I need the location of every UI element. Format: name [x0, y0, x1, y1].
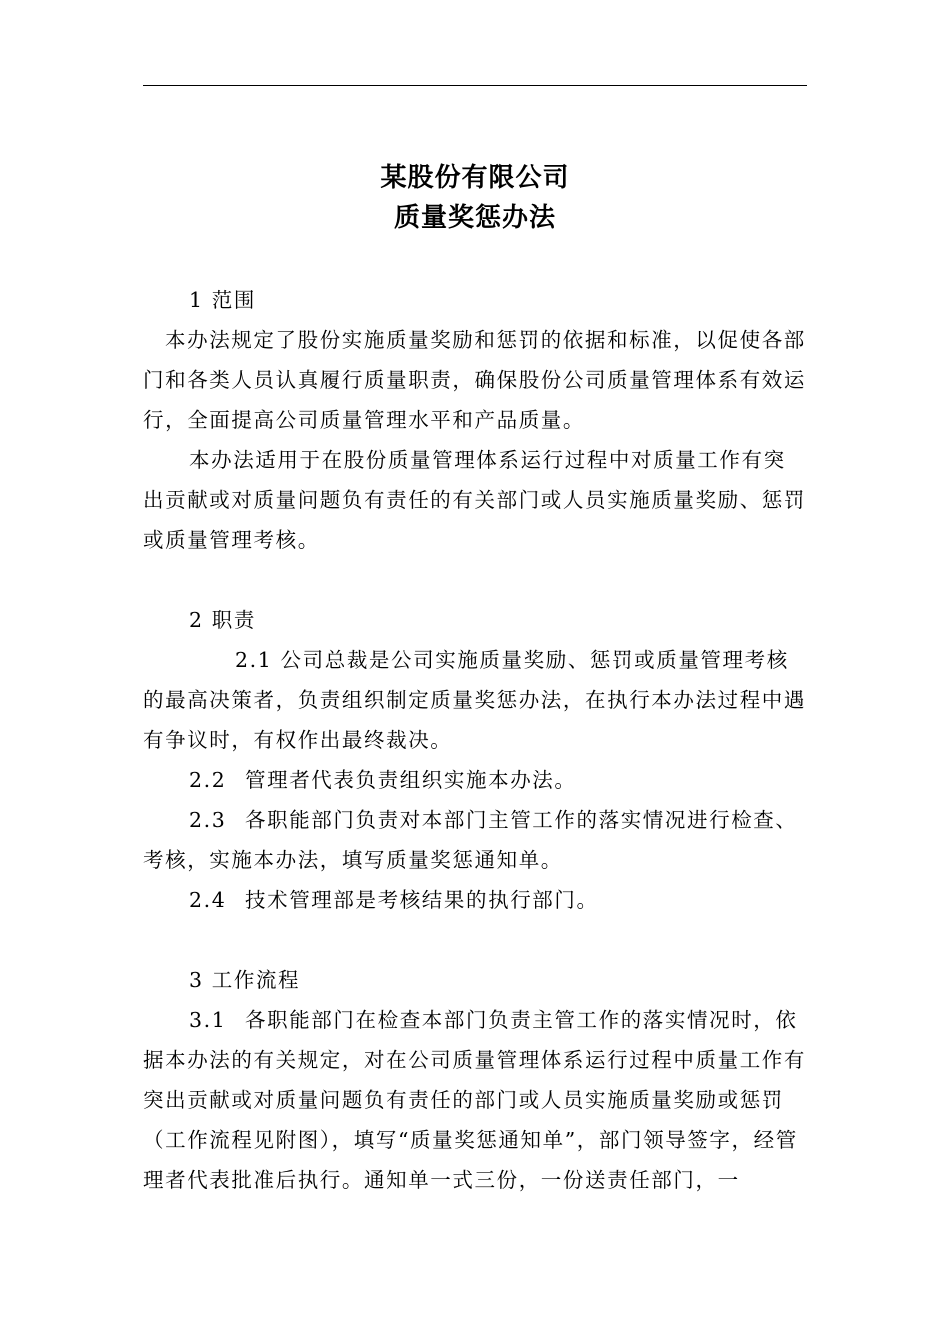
- clause-text: 公司总裁是公司实施质量奖励、惩罚或质量管理考核的最高决策者，负责组织制定质量奖惩办法，在执行本办法过程中遇有争议时，有权作出最终裁决。: [143, 648, 806, 752]
- clause-number: 2.3: [189, 808, 227, 832]
- clause-2-3: [143, 800, 807, 880]
- spacer: [143, 560, 807, 600]
- document-body: [143, 280, 807, 1200]
- clause-number: 2.4: [189, 888, 227, 912]
- clause-text: 技术管理部是考核结果的执行部门。: [245, 888, 599, 912]
- clause-2-2: [143, 760, 807, 800]
- header-rule: [143, 85, 807, 86]
- clause-text: 各职能部门负责对本部门主管工作的落实情况进行检查、考核，实施本办法，填写质量奖惩通知单。: [143, 808, 798, 872]
- company-name: 某股份有限公司: [380, 163, 570, 193]
- section-1-paragraph-1: 本办法规定了股份实施质量奖励和惩罚的依据和标准，以促使各部门和各类人员认真履行质量职责，确保股份公司质量管理体系有效运行，全面提高公司质量管理水平和产品质量。: [143, 328, 806, 432]
- clause-number: 2.2: [189, 768, 227, 792]
- clause-number: 2.1: [235, 648, 273, 672]
- regulation-title: 质量奖惩办法: [393, 203, 556, 233]
- clause-text: 各职能部门在检查本部门负责主管工作的落实情况时，依据本办法的有关规定，对在公司质量管理体系运行过程中质量工作有突出贡献或对质量问题负有责任的部门或人员实施质量奖励或惩罚（工作流程见附图），填写“质量奖惩通知单”，部门领导签字，经管理者代表批准后执行。通知单一式三份，一份送责任部门，一: [143, 1008, 806, 1192]
- section-1-paragraph-2: 本办法适用于在股份质量管理体系运行过程中对质量工作有突出贡献或对质量问题负有责任的有关部门或人员实施质量奖励、惩罚或质量管理考核。: [143, 448, 806, 552]
- section-1-heading: 1 范围: [189, 288, 256, 312]
- clause-2-4: [143, 880, 807, 920]
- clause-3-1: [143, 1000, 807, 1200]
- section-3-heading: 3 工作流程: [189, 968, 301, 992]
- document-title: [143, 158, 807, 238]
- spacer: [143, 920, 807, 960]
- clause-text: 管理者代表负责组织实施本办法。: [245, 768, 577, 792]
- clause-number: 3.1: [189, 1008, 227, 1032]
- clause-2-1: [143, 640, 807, 760]
- section-2-heading: 2 职责: [189, 608, 256, 632]
